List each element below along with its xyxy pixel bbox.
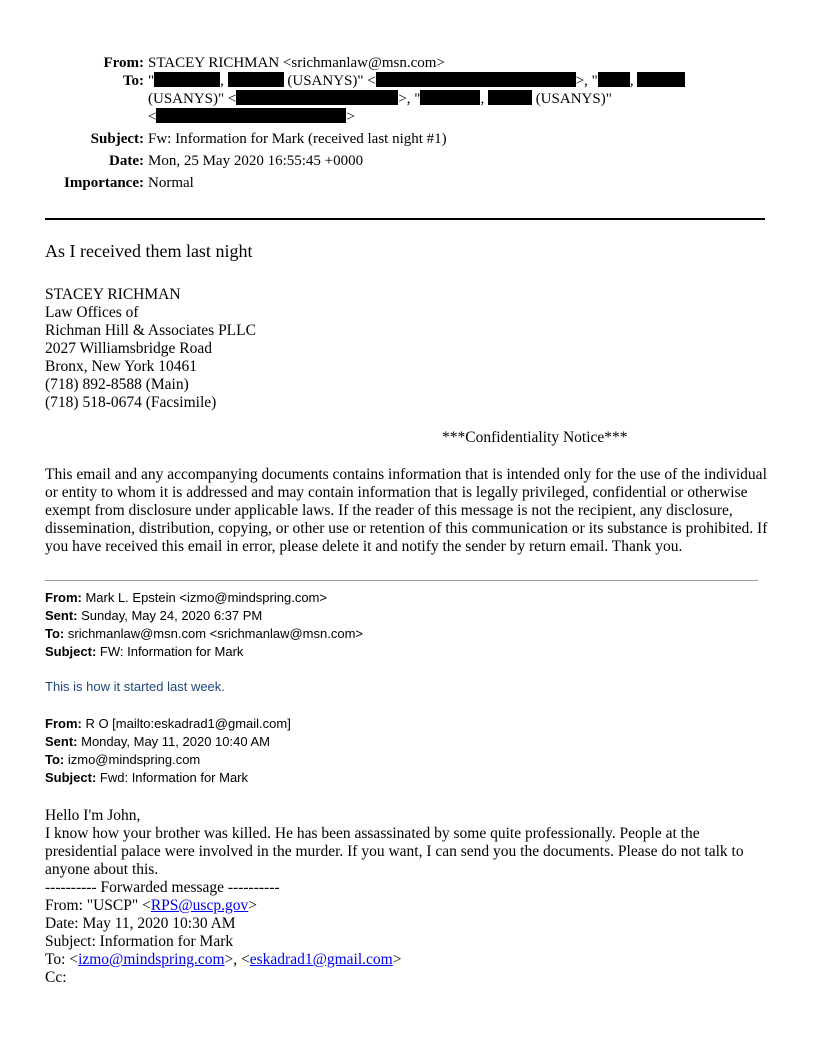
importance-value: Normal [148,175,194,191]
signature-line: (718) 892-8588 (Main) [45,376,189,393]
message-greeting: Hello I'm John, [45,807,141,824]
forward-note: This is how it started last week. [45,679,225,694]
forwarded-header-2: From: R O [mailto:eskadrad1@gmail.com] Sent: Monday, May 11, 2020 10:40 AM To: izmo@mindspring.com Subject: Fwd: Information for Mark [45,716,291,785]
header-from-row [0,54,816,72]
signature-line: 2027 Williamsbridge Road [45,340,212,357]
redaction-block [228,72,284,87]
redaction-block [156,108,346,123]
recipient-email-link[interactable]: izmo@mindspring.com [78,951,225,968]
intro-text: As I received them last night [45,241,253,261]
recipient-email-link[interactable]: eskadrad1@gmail.com [249,951,393,968]
signature-line: Richman Hill & Associates PLLC [45,322,256,339]
redaction-block [154,72,220,87]
message-separator [45,580,758,581]
original-message [45,807,770,987]
message-body: I know how your brother was killed. He has been assassinated by some quite professionally. People at the presidential palace were involved in the murder. If you want, I can send you the documents. Please do not talk to anyone about this. [45,825,744,878]
redaction-block [236,90,398,105]
email-header [0,54,816,192]
redaction-block [420,90,480,105]
confidentiality-disclaimer: This email and any accompanying documents contains information that is intended only for the use of the individual or entity to whom it is addressed and may contain information that is legally privileged, confidential or otherwise exempt from disclosure under applicable laws. If the reader of this message is not the recipient, any disclosure, dissemination, distribution, copying, or other use or retention of this communication or its substance is prohibited. If you have received this email in error, please delete it and notify the sender by return email. Thank you. [45,466,768,555]
forwarded-marker: ---------- Forwarded message ---------- [45,879,280,896]
to-label: To: [122,73,144,89]
date-value: Mon, 25 May 2020 16:55:45 +0000 [148,153,364,169]
redaction-block [637,72,685,87]
sender-email-link[interactable]: RPS@uscp.gov [150,897,249,914]
signature-line: Law Offices of [45,304,139,321]
redaction-block [376,72,576,87]
message-subject-line: Subject: Information for Mark [45,933,234,950]
subject-label: Subject: [90,131,144,147]
signature-line: Bronx, New York 10461 [45,358,197,375]
redaction-block [598,72,630,87]
subject-value: Fw: Information for Mark (received last night #1) [148,131,447,147]
signature-line: (718) 518-0674 (Facsimile) [45,394,217,411]
message-cc-line: Cc: [45,969,67,986]
confidentiality-notice-title: ***Confidentiality Notice*** [442,429,628,446]
to-value: " , (USANYS)" < >, " , (USANYS)" < >, " , (USANYS)" < > [148,72,718,126]
from-value: STACEY RICHMAN <srichmanlaw@msn.com> [148,55,445,71]
forwarded-header-1: From: Mark L. Epstein <izmo@mindspring.com> Sent: Sunday, May 24, 2020 6:37 PM To: srichmanlaw@msn.com <srichmanlaw@msn.com> Subject: FW: Information for Mark [45,590,363,659]
header-date-row [0,152,816,170]
signature-block [45,286,770,412]
header-to-row [0,72,816,126]
message-from-line: From: "USCP" <RPS@uscp.gov> [45,897,257,914]
signature-line: STACEY RICHMAN [45,286,181,303]
date-label: Date: [109,153,144,169]
header-importance-row [0,174,816,192]
message-to-line: To: <izmo@mindspring.com>, <eskadrad1@gmail.com> [45,951,402,968]
header-divider [45,218,765,220]
header-subject-row [0,130,816,148]
importance-label: Importance: [64,175,144,191]
from-label: From: [103,55,144,71]
message-date-line: Date: May 11, 2020 10:30 AM [45,915,236,932]
redaction-block [488,90,532,105]
